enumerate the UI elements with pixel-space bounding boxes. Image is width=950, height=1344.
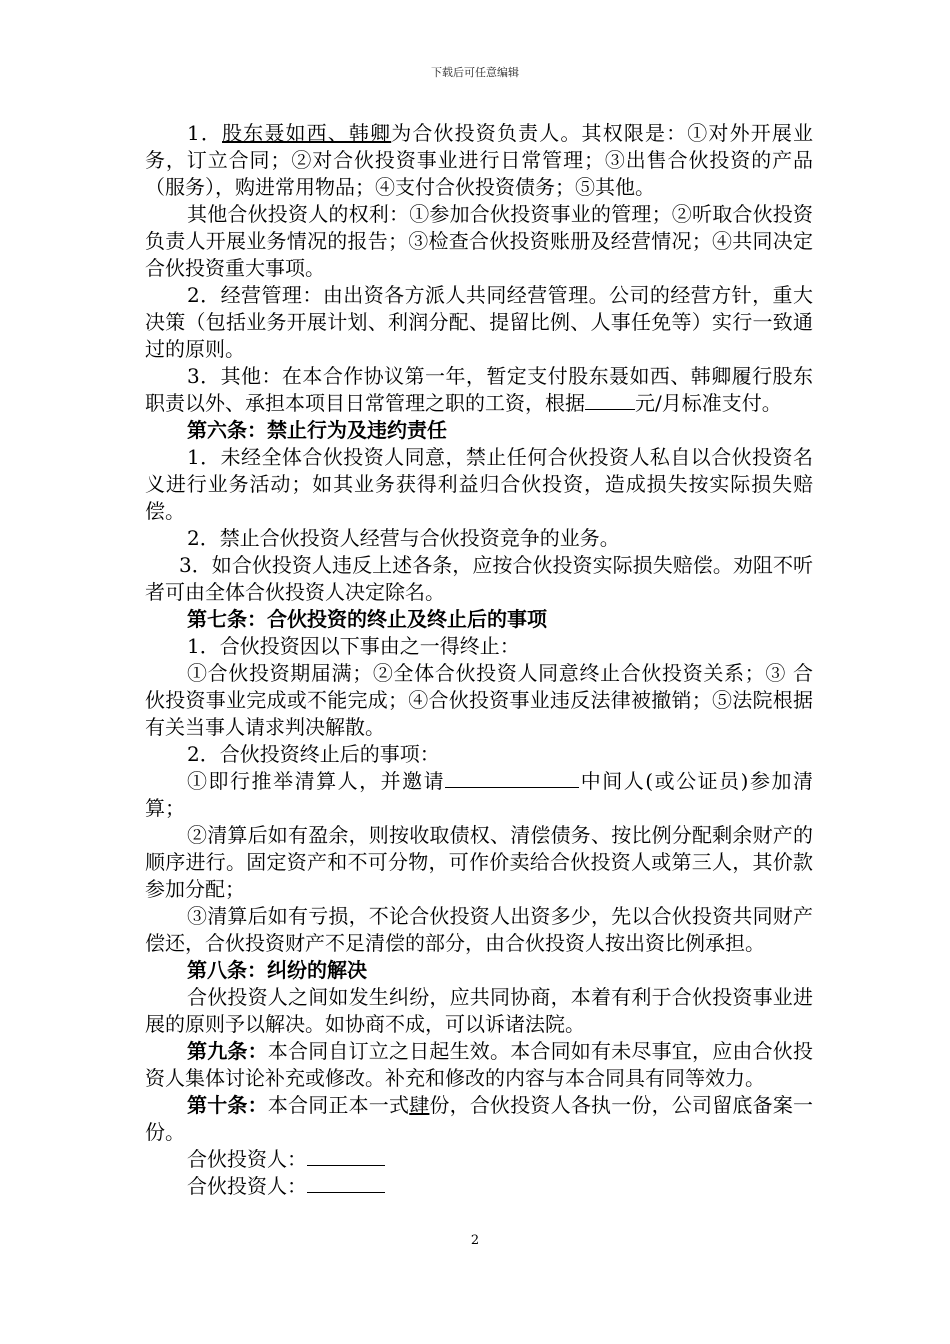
signature-line-1	[145, 1146, 813, 1173]
signature-blank-2	[307, 1174, 385, 1193]
liquidator-text-before: ①即行推举清算人，并邀请	[187, 769, 446, 793]
article-7-item-2c: ③清算后如有亏损，不论合伙投资人出资多少，先以合伙投资共同财产偿还，合伙投资财产不足清偿的部分，由合伙投资人按出资比例承担。	[145, 904, 813, 955]
responsible-persons: 股东聂如西、韩卿	[222, 121, 392, 145]
article-8-body: 合伙投资人之间如发生纠纷，应共同协商，本着有利于合伙投资事业进展的原则予以解决。如协商不成，可以诉诸法院。	[145, 985, 813, 1036]
document-body	[145, 120, 813, 1200]
article-6-item-2: 2．禁止合伙投资人经营与合伙投资竞争的业务。	[187, 526, 620, 550]
article-7-item-2a	[145, 768, 813, 822]
copies-count: 肆	[409, 1093, 430, 1117]
clause-1-text: 为合伙投资负责人。其权限是：①对外开展业务，订立合同；②对合伙投资事业进行日常管理；③出售合伙投资的产品（服务），购进常用物品；④支付合伙投资债务；⑤其他。	[145, 121, 814, 199]
page-number: 2	[470, 1233, 480, 1248]
signature-label-2: 合伙投资人：	[187, 1174, 307, 1198]
article-10-label: 第十条：	[187, 1093, 268, 1117]
intermediary-blank	[445, 769, 579, 788]
article-7-termination-reasons: ①合伙投资期届满；②全体合伙投资人同意终止合伙投资关系；③ 合伙投资事业完成或不能完成；④合伙投资事业违反法律被撤销；⑤法院根据有关当事人请求判决解散。	[145, 661, 813, 739]
clause-3-text-before: 3．其他：在本合作协议第一年，暂定支付股东聂如西、韩卿履行股东职责以外、承担本项目日常管理之职的工资，根据	[145, 364, 813, 415]
article-6-item-3: 3．如合伙投资人违反上述各条，应按合伙投资实际损失赔偿。劝阻不听者可由全体合伙投资人决定除名。	[145, 553, 813, 604]
article-7-title: 第七条：合伙投资的终止及终止后的事项	[187, 607, 547, 631]
article-10	[145, 1092, 813, 1146]
liquidator-text-after: 中间人(或公证员)参加清算；	[145, 769, 814, 820]
page-header: 下载后可任意编辑	[431, 66, 519, 79]
clause-1-number: 1．	[187, 121, 223, 145]
other-partners-rights: 其他合伙投资人的权利：①参加合伙投资事业的管理；②听取合伙投资负责人开展业务情况的报告；③检查合伙投资账册及经营情况；④共同决定合伙投资重大事项。	[145, 202, 813, 280]
article-7-item-2: 2．合伙投资终止后的事项：	[187, 742, 440, 766]
article-6-item-1: 1．未经全体合伙投资人同意，禁止任何合伙投资人私自以合伙投资名义进行业务活动；如其业务获得利益归合伙投资，造成损失按实际损失赔偿。	[145, 445, 813, 523]
article-7-item-1: 1．合伙投资因以下事由之一得终止：	[187, 634, 520, 658]
article-9-body: 本合同自订立之日起生效。本合同如有未尽事宜，应由合伙投资人集体讨论补充或修改。补充和修改的内容与本合同具有同等效力。	[145, 1039, 814, 1090]
article-6-title: 第六条：禁止行为及违约责任	[187, 418, 447, 442]
clause-2-management: 2．经营管理：由出资各方派人共同经营管理。公司的经营方针，重大决策（包括业务开展计划、利润分配、提留比例、人事任免等）实行一致通过的原则。	[145, 283, 813, 361]
article-10-text-before: 本合同正本一式	[267, 1093, 410, 1117]
signature-blank-1	[307, 1147, 385, 1166]
article-10-text-after: 份，合伙投资人各执一份，公司留底备案一份。	[145, 1093, 814, 1144]
signature-label-1: 合伙投资人：	[187, 1147, 307, 1171]
article-9-label: 第九条：	[187, 1039, 268, 1063]
signature-line-2	[145, 1173, 813, 1200]
clause-3-text-after: 元/月标准支付。	[635, 391, 782, 415]
article-9	[145, 1038, 813, 1092]
clause-3-other	[145, 363, 813, 417]
article-7-item-2b: ②清算后如有盈余，则按收取债权、清偿债务、按比例分配剩余财产的顺序进行。固定资产和不可分物，可作价卖给合伙投资人或第三人，其价款参加分配；	[145, 823, 813, 901]
clause-1-paragraph	[145, 120, 813, 201]
article-8-title: 第八条：纠纷的解决	[187, 958, 367, 982]
salary-blank	[585, 391, 635, 410]
